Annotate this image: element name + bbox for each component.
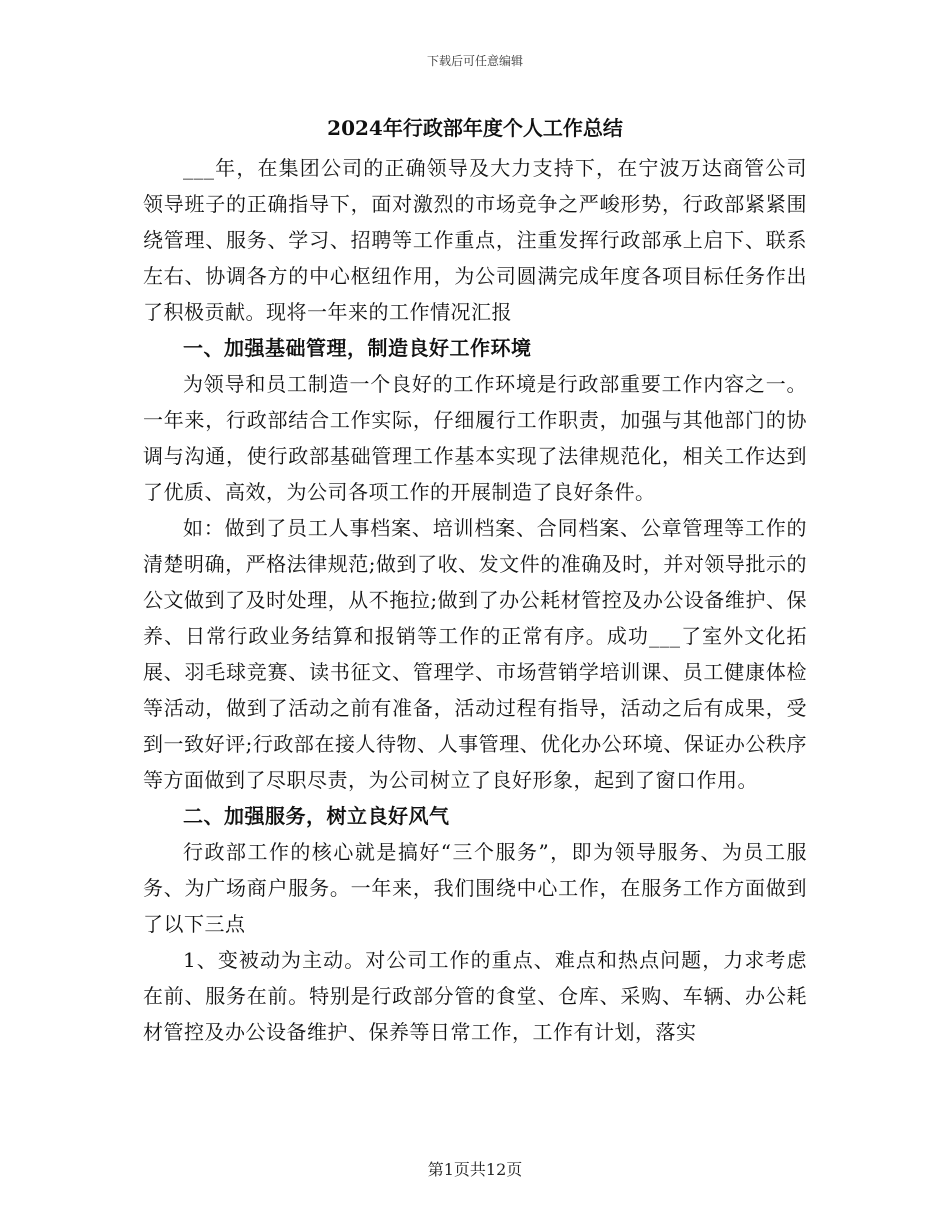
- paragraph-section1-b: 如：做到了员工人事档案、培训档案、合同档案、公章管理等工作的清楚明确，严格法律规范;做到了收、发文件的准确及时，并对领导批示的公文做到了及时处理，从不拖拉;做到了办公耗材管控及办公设备维护、保养、日常行政业务结算和报销等工作的正常有序。成功___了室外文化拓展、羽毛球竞赛、读书征文、管理学、市场营销学培训课、员工健康体检等活动，做到了活动之前有准备，活动过程有指导，活动之后有成果，受到一致好评;行政部在接人待物、人事管理、优化办公环境、保证办公秩序等方面做到了尽职尽责，为公司树立了良好形象，起到了窗口作用。: [143, 516, 807, 792]
- paragraph-intro: ___年，在集团公司的正确领导及大力支持下，在宁波万达商管公司领导班子的正确指导下，面对激烈的市场竞争之严峻形势，行政部紧紧围绕管理、服务、学习、招聘等工作重点，注重发挥行政部承上启下、联系左右、协调各方的中心枢纽作用，为公司圆满完成年度各项目标任务作出了积极贡献。现将一年来的工作情况汇报: [143, 156, 807, 324]
- document-title: 2024年行政部年度个人工作总结: [327, 116, 623, 140]
- paragraph-section2-item1: 1、变被动为主动。对公司工作的重点、难点和热点问题，力求考虑在前、服务在前。特别是行政部分管的食堂、仓库、采购、车辆、办公耗材管控及办公设备维护、保养等日常工作，工作有计划，落实: [143, 948, 807, 1044]
- paragraph-section2-a: 行政部工作的核心就是搞好“三个服务”，即为领导服务、为员工服务、为广场商户服务。一年来，我们围绕中心工作，在服务工作方面做到了以下三点: [143, 840, 807, 936]
- page-number-footer: 第1页共12页: [427, 1160, 523, 1179]
- section-heading-2: 二、加强服务，树立良好风气: [183, 804, 450, 828]
- document-body: [143, 150, 807, 1050]
- section-heading-1: 一、加强基础管理，制造良好工作环境: [183, 336, 532, 360]
- header-note: 下载后可任意编辑: [426, 54, 523, 68]
- paragraph-section1-a: 为领导和员工制造一个良好的工作环境是行政部重要工作内容之一。一年来，行政部结合工作实际，仔细履行工作职责，加强与其他部门的协调与沟通，使行政部基础管理工作基本实现了法律规范化，相关工作达到了优质、高效，为公司各项工作的开展制造了良好条件。: [143, 372, 807, 504]
